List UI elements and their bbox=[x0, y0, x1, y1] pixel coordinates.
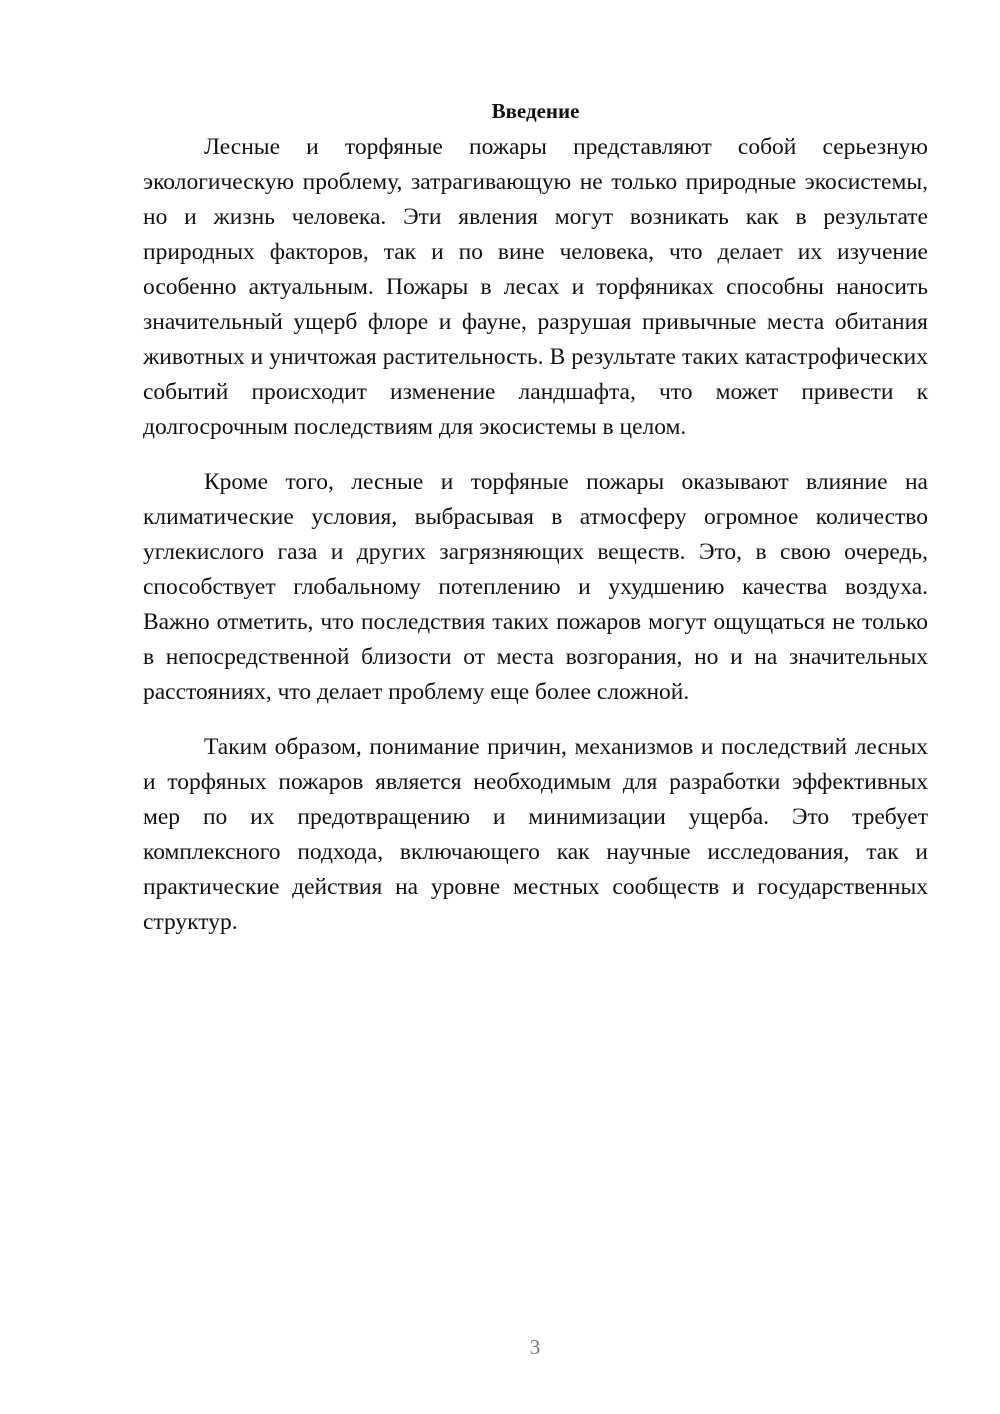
paragraph-3: Таким образом, понимание причин, механизмов и последствий лесных и торфяных пожаров является необходимым для разработки эффективных мер по их предотвращению и минимизации ущерба. Это требует комплексного подхода, включающего как научные исследования, так и практические действия на уровне местных сообществ и государственных структур. bbox=[143, 734, 928, 935]
paragraph-2: Кроме того, лесные и торфяные пожары оказывают влияние на климатические условия, выбрасывая в атмосферу огромное количество углекислого газа и других загрязняющих веществ. Это, в свою очередь, способствует глобальному потеплению и ухудшению качества воздуха. Важно отметить, что последствия таких пожаров могут ощущаться не только в непосредственной близости от места возгорания, но и на значительных расстояниях, что делает проблему еще более сложной. bbox=[143, 469, 928, 705]
section-title: Введение bbox=[491, 99, 580, 123]
page-content bbox=[143, 96, 928, 940]
page-number: 3 bbox=[529, 1335, 541, 1359]
paragraph-1: Лесные и торфяные пожары представляют собой серьезную экологическую проблему, затрагивающую не только природные экосистемы, но и жизнь человека. Эти явления могут возникать как в результате природных факторов, так и по вине человека, что делает их изучение особенно актуальным. Пожары в лесах и торфяниках способны наносить значительный ущерб флоре и фауне, разрушая привычные места обитания животных и уничтожая растительность. В результате таких катастрофических событий происходит изменение ландшафта, что может привести к долгосрочным последствиям для экосистемы в целом. bbox=[143, 134, 928, 440]
